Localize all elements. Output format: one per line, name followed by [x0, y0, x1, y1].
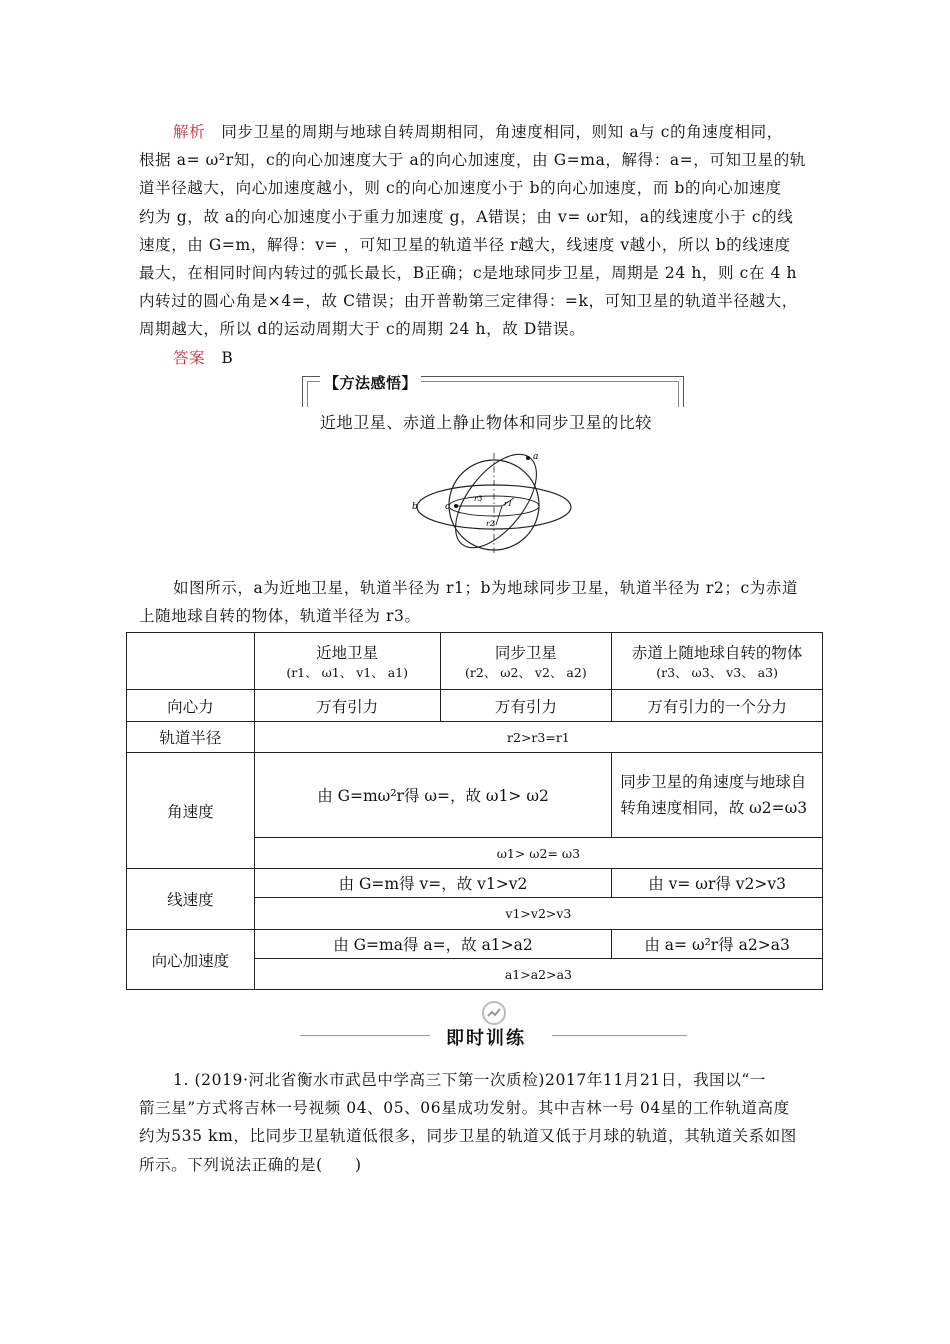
divider — [300, 1035, 430, 1036]
table-row — [127, 753, 823, 838]
table-row — [127, 722, 823, 753]
divider — [552, 1035, 687, 1036]
table-header — [440, 633, 612, 690]
table-cell: 万有引力的一个分力 — [612, 690, 823, 722]
question-line: 约为535 km，比同步卫星轨道低很多，同步卫星的轨道又低于月球的轨道，其轨道关系如图 — [139, 1127, 797, 1146]
table-cell: v1>v2>v3 — [254, 898, 822, 930]
label-b: b — [412, 502, 418, 512]
question-line: 箭三星”方式将吉林一号视频 04、05、06星成功发射。其中吉林一号 04星的工作轨道高度 — [139, 1099, 790, 1118]
row-label: 轨道半径 — [127, 722, 255, 753]
row-label: 线速度 — [127, 869, 255, 930]
answer-value: B — [221, 348, 234, 367]
comparison-table — [126, 632, 823, 990]
table-cell: 由 G=ma得 a=，故 a1>a2 — [254, 930, 611, 959]
method-box — [302, 372, 688, 406]
table-cell: r2>r3=r1 — [254, 722, 822, 753]
description-paragraph — [139, 574, 829, 630]
answer-label: 答案 — [173, 348, 206, 367]
satellite-a-dot — [526, 456, 530, 460]
table-cell: 万有引力 — [440, 690, 612, 722]
analysis-line: 道半径越大，向心加速度越小，则 c的向心加速度小于 b的向心加速度，而 b的向心加速度 — [139, 179, 782, 198]
table-header — [612, 633, 823, 690]
table-header — [254, 633, 440, 690]
analysis-line: 根据 a= ω²r知，c的向心加速度大于 a的向心加速度，由 G=ma，解得：a=，可知卫星的轨 — [139, 151, 806, 170]
table-cell: 由 G=mω²r得 ω=，故 ω1> ω2 — [254, 753, 611, 838]
object-c-dot — [454, 504, 458, 508]
analysis-line: 速度，由 G=m，解得：v= ，可知卫星的轨道半径 r越大，线速度 v越小，所以 b的线速度 — [139, 235, 791, 254]
near-orbit — [440, 449, 552, 553]
header-name: 同步卫星 — [494, 644, 557, 662]
table-cell: 万有引力 — [254, 690, 440, 722]
training-title: 即时训练 — [446, 1028, 526, 1049]
row-label: 向心力 — [127, 690, 255, 722]
table-cell: ω1> ω2= ω3 — [254, 838, 822, 869]
method-label: 【方法感悟】 — [320, 372, 421, 393]
description-line: 如图所示，a为近地卫星，轨道半径为 r1；b为地球同步卫星，轨道半径为 r2；c为赤道 — [173, 579, 799, 597]
header-name: 近地卫星 — [316, 644, 379, 662]
question-line: 所示。下列说法正确的是( ) — [139, 1155, 362, 1174]
analysis-line: 内转过的圆心角是×4=，故 C错误；由开普勒第三定律得：=k，可知卫星的轨道半径越大， — [139, 292, 798, 311]
label-a: a — [533, 452, 539, 462]
label-c: c — [445, 502, 451, 512]
analysis-line: 约为 g，故 a的向心加速度小于重力加速度 g，A错误；由 v= ωr知，a的线速度小于 c的线 — [139, 207, 794, 226]
table-cell: 同步卫星的角速度与地球自转角速度相同，故 ω2=ω3 — [612, 753, 823, 838]
row-label: 向心加速度 — [127, 930, 255, 990]
analysis-line: 最大，在相同时间内转过的弧长最长，B正确；c是地球同步卫星，周期是 24 h，则 c在 4 h — [139, 264, 798, 283]
label-r2: r2 — [486, 519, 495, 528]
row-label: 角速度 — [127, 753, 255, 869]
table-row — [127, 690, 823, 722]
header-params: (r3、 ω3、 v3、 a3) — [656, 665, 778, 680]
table-row — [127, 633, 823, 690]
header-params: (r2、 ω2、 v2、 a2) — [465, 665, 587, 680]
question-1 — [139, 1066, 829, 1179]
description-line: 上随地球自转的物体，轨道半径为 r3。 — [139, 607, 421, 626]
training-heading — [300, 1022, 690, 1052]
table-cell: 由 v= ωr得 v2>v3 — [612, 869, 823, 898]
question-line: 1. (2019·河北省衡水市武邑中学高三下第一次质检)2017年11月21日，我国以“一 — [173, 1071, 767, 1089]
label-r3: r3 — [474, 494, 483, 503]
analysis-paragraph — [139, 118, 829, 372]
table-cell: a1>a2>a3 — [254, 959, 822, 990]
header-params: (r1、 ω1、 v1、 a1) — [286, 665, 408, 680]
table-cell-empty — [127, 633, 255, 690]
table-row — [127, 869, 823, 898]
table-row — [127, 930, 823, 959]
method-subtitle: 近地卫星、赤道上静止物体和同步卫星的比较 — [320, 413, 653, 432]
analysis-line: 周期越大，所以 d的运动周期大于 c的周期 24 h，故 D错误。 — [139, 320, 586, 339]
label-r1: r1 — [504, 499, 513, 508]
orbit-diagram — [404, 449, 584, 553]
analysis-line: 同步卫星的周期与地球自转周期相同，角速度相同，则知 a与 c的角速度相同， — [221, 123, 783, 141]
table-cell: 由 G=m得 v=，故 v1>v2 — [254, 869, 611, 898]
analysis-label: 解析 — [173, 123, 206, 141]
table-cell: 由 a= ω²r得 a2>a3 — [612, 930, 823, 959]
header-name: 赤道上随地球自转的物体 — [631, 644, 803, 662]
